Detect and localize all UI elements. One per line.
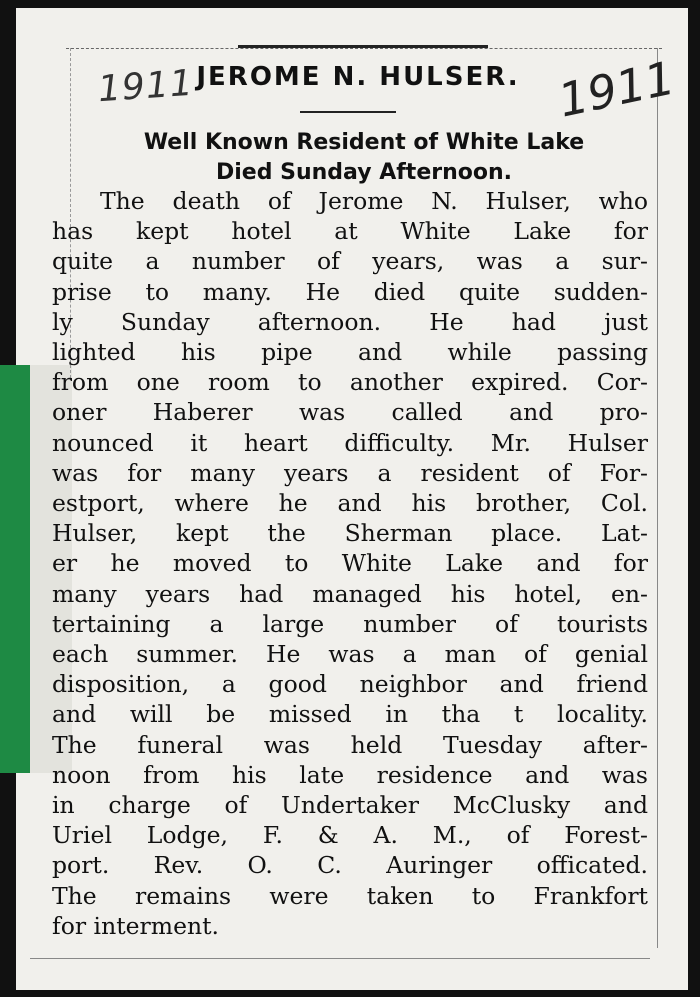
body-line: many years had managed his hotel, en- [52, 579, 648, 608]
body-line: noon from his late residence and was [52, 760, 648, 789]
body-line: The death of Jerome N. Hulser, who [100, 187, 648, 215]
body-line: ly Sunday afternoon. He had just [52, 307, 648, 336]
body-line: was for many years a resident of For- [52, 458, 648, 487]
body-line: Uriel Lodge, F. & A. M., of Forest- [52, 821, 648, 850]
body-line: oner Haberer was called and pro- [52, 398, 648, 427]
subhead-line: Well Known Resident of White Lake [143, 130, 585, 155]
body-line: er he moved to White Lake and for [52, 549, 648, 578]
body-line: prise to many. He died quite sudden- [52, 277, 648, 306]
body-line: nounced it heart difficulty. Mr. Hulser [52, 428, 648, 457]
body-line: quite a number of years, was a sur- [52, 247, 648, 276]
subhead-line: Died Sunday Afternoon. [215, 160, 512, 185]
body-line: disposition, a good neighbor and friend [52, 670, 648, 699]
article-subhead [40, 128, 688, 188]
body-line: Hulser, kept the Sherman place. Lat- [52, 519, 648, 548]
body-line: lighted his pipe and while passing [52, 338, 648, 367]
body-line: for interment. [52, 911, 220, 940]
body-line: The remains were taken to Frankfort [52, 881, 648, 910]
article-body [52, 186, 648, 941]
clipping-border-top [66, 48, 662, 49]
body-line: each summer. He was a man of genial [52, 640, 648, 669]
body-line: and will be missed in tha t locality. [52, 700, 648, 729]
body-line: from one room to another expired. Cor- [52, 368, 648, 397]
body-line: port. Rev. O. C. Auringer officated. [52, 851, 648, 880]
handwritten-year-right: 1911 [553, 50, 680, 128]
article-headline: JEROME N. HULSER. [196, 62, 520, 92]
headline-rule-top [238, 45, 488, 48]
clipping-border-bottom [30, 958, 650, 959]
body-line: estport, where he and his brother, Col. [52, 489, 648, 518]
body-line: tertaining a large number of tourists [52, 609, 648, 638]
body-line: in charge of Undertaker McClusky and [52, 791, 648, 820]
green-tab-strip [0, 365, 30, 773]
headline-rule-bottom [300, 111, 396, 113]
body-line: The funeral was held Tuesday after- [52, 730, 648, 759]
body-line: has kept hotel at White Lake for [52, 217, 648, 246]
handwritten-year-left: 1911 [96, 62, 195, 111]
